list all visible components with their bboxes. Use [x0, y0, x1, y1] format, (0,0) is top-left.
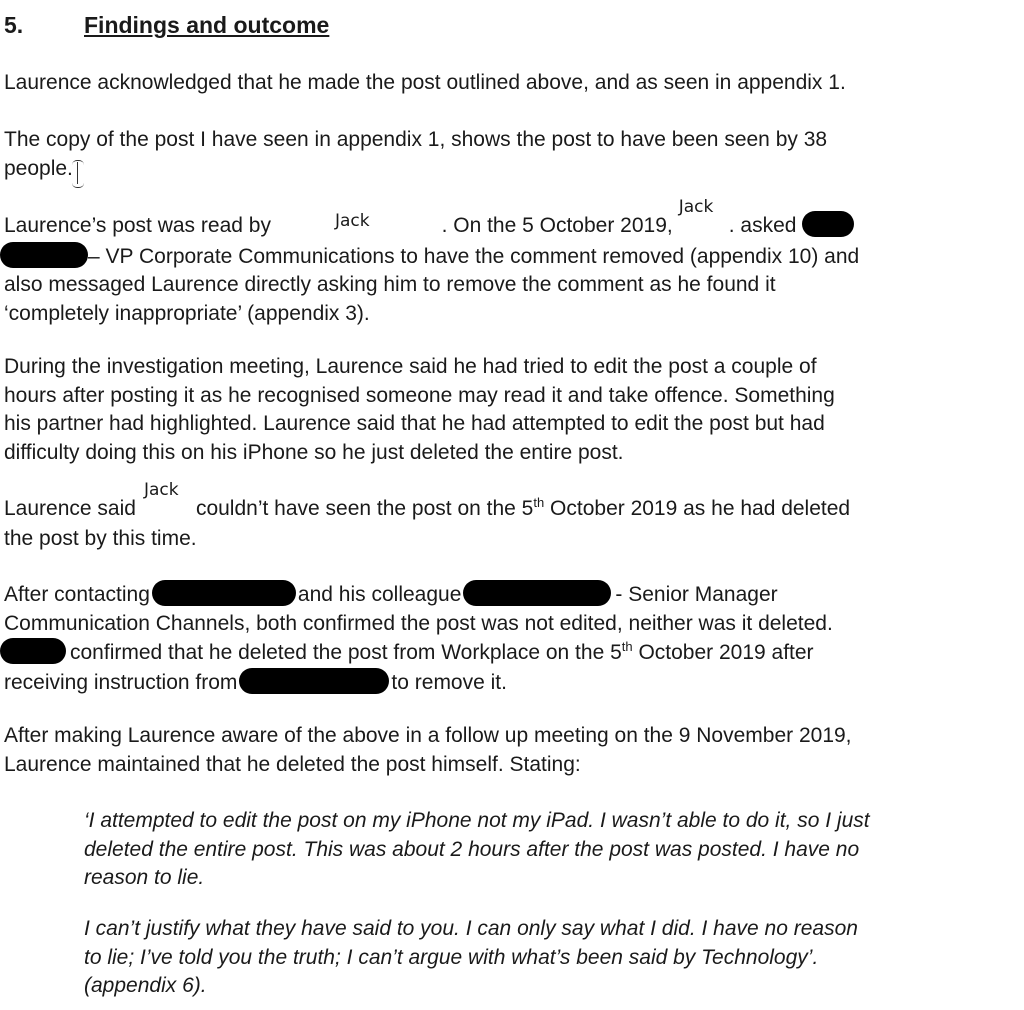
paragraph-follow-up: After making Laurence aware of the above in a follow up meeting on the 9 November 2019, Laurence maintained that he deleted the post himself. Stating: [4, 724, 852, 776]
quote-block-2: I can’t justify what they have said to you. I can only say what I did. I have no reason to lie; I’ve told you the truth; I can’t argue with what’s been said by Technology’. (appendix 6). [84, 917, 858, 997]
redaction-block [239, 668, 389, 694]
quote-block-1: ‘I attempted to edit the post on my iPhone not my iPad. I wasn’t able to do it, so I just deleted the entire post. This was about 2 hours after the post was posted. I have no reason to lie. [84, 809, 870, 889]
redaction-block [152, 580, 296, 606]
handwritten-name: Jack [334, 211, 370, 231]
redaction-block [463, 580, 611, 606]
section-title: Findings and outcome [84, 12, 330, 38]
redaction-block [802, 211, 854, 237]
paragraph-post-read: Laurence’s post was read by Jack . On the 5 October 2019,Jack. asked – VP Corporate Communications to have the comment removed (appendix 10) and also messaged Laurence directly asking him to remove the comment as he found it ‘completely inappropriate’ (appendix 3). [4, 211, 1014, 328]
text-cursor-icon [71, 159, 85, 187]
paragraph-acknowledgement: Laurence acknowledged that he made the post outlined above, and as seen in appendix 1. [4, 71, 846, 94]
section-number: 5. [4, 12, 24, 38]
paragraph-laurence-said: Laurence saidJackcouldn’t have seen the post on the 5th October 2019 as he had deleted the post by this time. [4, 480, 851, 550]
redaction-block [0, 242, 88, 268]
paragraph-technology-confirmation: After contacting and his colleague - Senior Manager Communication Channels, both confirmed the post was not edited, neither was it deleted. confirmed that he deleted the post from Workplace on the 5th October 2019 after receiving instruction from to remove it. [4, 580, 1014, 697]
paragraph-post-views: The copy of the post I have seen in appendix 1, shows the post to have been seen by 38 people. [4, 126, 1014, 187]
section-heading [4, 10, 329, 40]
paragraph-investigation: During the investigation meeting, Laurence said he had tried to edit the post a couple of hours after posting it as he recognised someone may read it and take offence. Something his partner had highlighted. Laurence said that he had attempted to edit the post but had difficulty doing this on his iPhone so he just deleted the entire post. [4, 355, 835, 464]
redaction-block [0, 638, 66, 664]
